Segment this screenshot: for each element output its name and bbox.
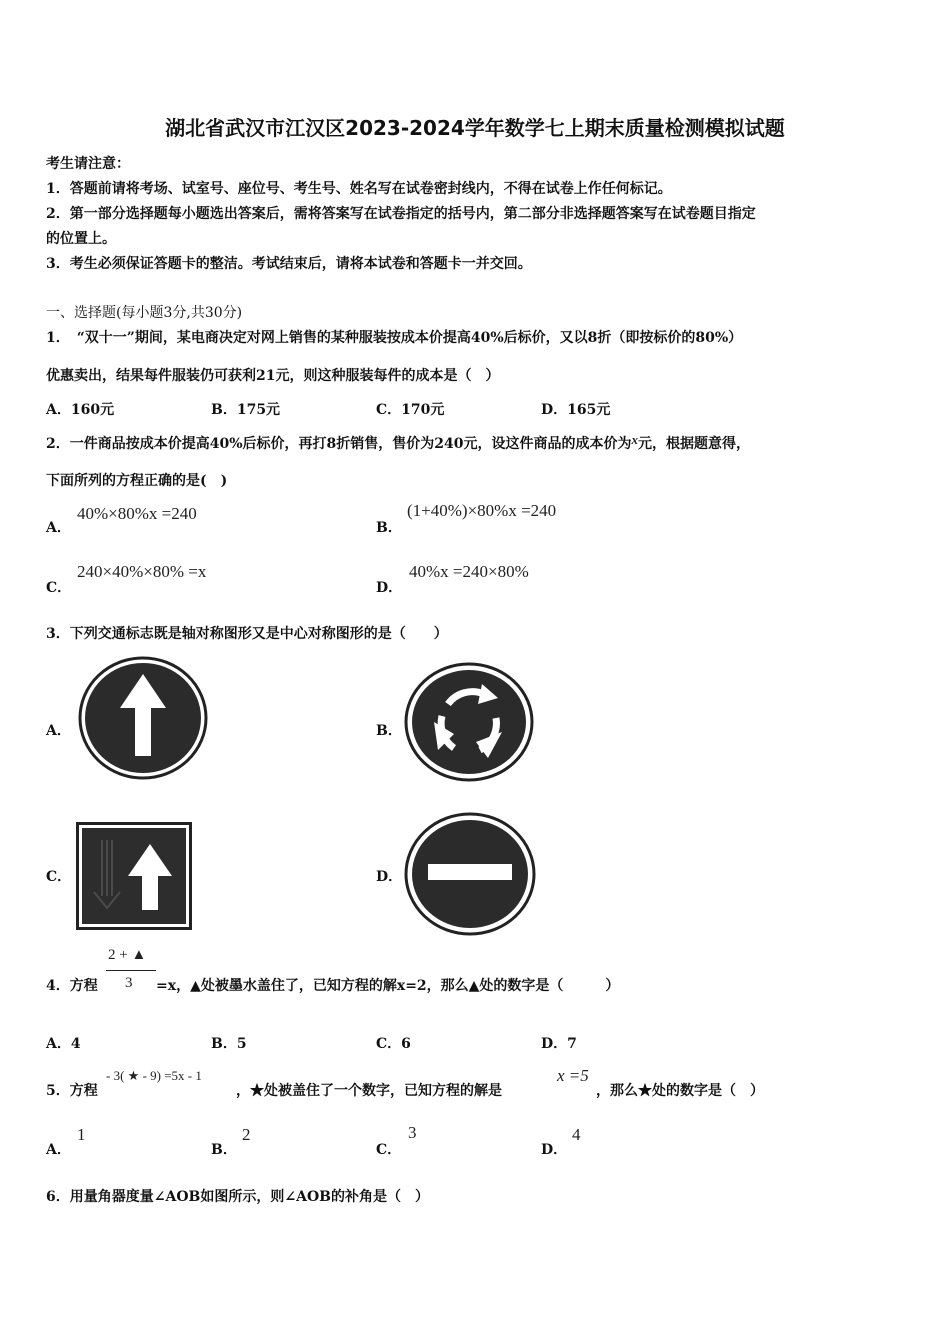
q5-solution: x =5 — [557, 1066, 589, 1085]
q4-numerator: 2 + ▲ — [108, 947, 147, 963]
q2-stem-line2: 下面所列的方程正确的是( ) — [46, 473, 228, 489]
q5-value-d: 4 — [572, 1125, 581, 1144]
q2-formula-d: 40%x =240×80% — [409, 562, 529, 581]
q2-label-a: A． — [46, 520, 71, 536]
q4-option-b: B．5 — [211, 1036, 247, 1052]
q5-value-c: 3 — [408, 1123, 417, 1142]
q5-value-a: 1 — [77, 1125, 86, 1144]
q5-suffix: ，那么★处的数字是（ ） — [596, 1083, 764, 1099]
q3-stem: 3．下列交通标志既是轴对称图形又是中心对称图形的是（ ） — [46, 626, 448, 642]
q4-fraction-bar — [106, 970, 156, 971]
notice-item-2: 2．第一部分选择题每小题选出答案后，需将答案写在试卷指定的括号内，第二部分非选择题答案写在试卷题目指定 — [46, 206, 756, 222]
q4-option-a: A．4 — [46, 1036, 81, 1052]
notice-item-1: 1．答题前请将考场、试室号、座位号、考生号、姓名写在试卷密封线内，不得在试卷上作任何标记。 — [46, 181, 672, 197]
q5-middle: ，★处被盖住了一个数字，已知方程的解是 — [236, 1083, 502, 1099]
q4-suffix: =x，▲处被墨水盖住了，已知方程的解x=2，那么▲处的数字是（ ） — [156, 978, 620, 994]
sign-roundabout-icon — [404, 662, 534, 782]
q2-formula-a: 40%×80%x =240 — [77, 504, 197, 523]
q5-equation: - 3( ★ - 9) =5x - 1 — [106, 1068, 202, 1083]
page-title: 湖北省武汉市江汉区2023-2024学年数学七上期末质量检测模拟试题 — [165, 116, 785, 140]
notice-item-2-cont: 的位置上。 — [46, 231, 116, 247]
q1-option-b: B．175元 — [211, 402, 281, 418]
q2-formula-c: 240×40%×80% =x — [77, 562, 207, 581]
q3-label-a: A． — [46, 723, 71, 739]
sign-arrow-up-circle-icon — [78, 656, 208, 780]
q6-stem: 6．用量角器度量∠AOB如图所示，则∠AOB的补角是（ ） — [46, 1189, 429, 1205]
q3-label-c: C． — [46, 869, 72, 885]
q2-label-d: D． — [376, 580, 403, 596]
q4-option-c: C．6 — [376, 1036, 411, 1052]
q2-stem-b: 元，根据题意得， — [638, 436, 750, 452]
notice-item-3: 3．考生必须保证答题卡的整洁。考试结束后，请将本试卷和答题卡一并交回。 — [46, 256, 532, 272]
q5-label-b: B． — [211, 1142, 237, 1158]
q5-label-d: D． — [541, 1142, 568, 1158]
q1-stem-line2: 优惠卖出，结果每件服装仍可获利21元，则这种服装每件的成本是（ ） — [46, 368, 500, 384]
q1-option-d: D．165元 — [541, 402, 611, 418]
q2-formula-b: (1+40%)×80%x =240 — [407, 501, 557, 520]
q1-stem-line1: 1． “双十一”期间，某电商决定对网上销售的某种服装按成本价提高40%后标价，又以8折（即按标价的80%） — [46, 330, 743, 346]
notice-heading: 考生请注意： — [46, 156, 130, 172]
q3-label-b: B． — [376, 723, 402, 739]
q4-option-d: D．7 — [541, 1036, 577, 1052]
q5-label-c: C． — [376, 1142, 402, 1158]
sign-no-entry-icon — [404, 812, 536, 936]
q5-label-a: A． — [46, 1142, 71, 1158]
q5-value-b: 2 — [242, 1125, 251, 1144]
q1-option-c: C．170元 — [376, 402, 445, 418]
q2-label-b: B． — [376, 520, 402, 536]
q4-denominator: 3 — [125, 975, 133, 991]
q2-label-c: C． — [46, 580, 72, 596]
q3-label-d: D． — [376, 869, 403, 885]
q2-stem-line1 — [46, 433, 750, 453]
section-heading: 一、选择题(每小题3分,共30分) — [46, 305, 243, 321]
q1-option-a: A．160元 — [46, 402, 115, 418]
q2-var: x — [631, 432, 638, 447]
sign-arrow-square-icon — [76, 822, 192, 930]
q4-prefix: 4．方程 — [46, 978, 98, 994]
q5-prefix: 5．方程 — [46, 1083, 98, 1099]
q2-stem-a: 2．一件商品按成本价提高40%后标价，再打8折销售，售价为240元，设这件商品的成本价为 — [46, 436, 632, 452]
